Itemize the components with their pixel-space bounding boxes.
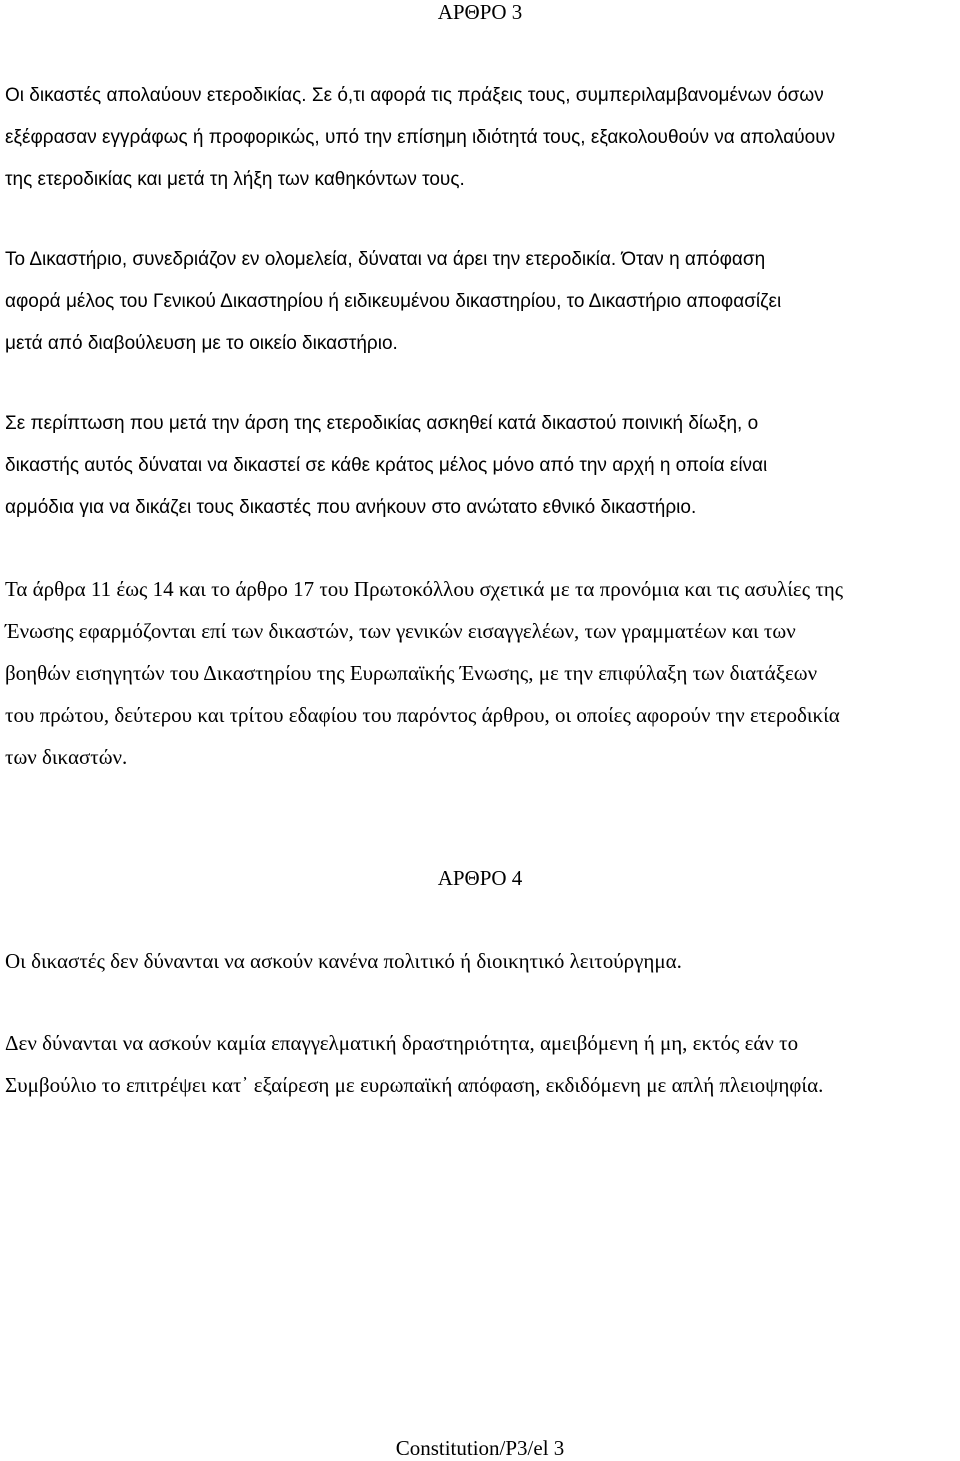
article-4-heading: ΑΡΘΡΟ 4 bbox=[437, 866, 523, 890]
article-3-para-2-line-1: Το Δικαστήριο, συνεδριάζον εν ολομελεία, δύναται να άρει την ετεροδικία. Όταν η απόφαση bbox=[5, 249, 766, 270]
article-3-para-3-line-3: αρμόδια για να δικάζει τους δικαστές που ανήκουν στο ανώτατο εθνικό δικαστήριο. bbox=[5, 497, 697, 518]
article-3-para-2-line-2: αφορά μέλος του Γενικού Δικαστηρίου ή ειδικευμένου δικαστηρίου, το Δικαστήριο αποφασίζει bbox=[5, 291, 782, 312]
article-3-para-4-line-2: Ένωσης εφαρμόζονται επί των δικαστών, των γενικών εισαγγελέων, των γραμματέων και των bbox=[5, 619, 796, 643]
article-3-para-4-line-3: βοηθών εισηγητών του Δικαστηρίου της Ευρωπαϊκής Ένωσης, με την επιφύλαξη των διατάξεων bbox=[5, 661, 818, 685]
article-3-para-3-line-2: δικαστής αυτός δύναται να δικαστεί σε κάθε κράτος μέλος μόνο από την αρχή η οποία είναι bbox=[5, 455, 768, 476]
article-4-para-1-line-1: Οι δικαστές δεν δύνανται να ασκούν κανένα πολιτικό ή διοικητικό λειτούργημα. bbox=[5, 949, 682, 973]
article-3-para-3-line-1: Σε περίπτωση που μετά την άρση της ετεροδικίας ασκηθεί κατά δικαστού ποινική δίωξη, ο bbox=[5, 413, 759, 434]
article-3-heading: ΑΡΘΡΟ 3 bbox=[437, 0, 523, 24]
article-3-para-1-line-1: Οι δικαστές απολαύουν ετεροδικίας. Σε ό,τι αφορά τις πράξεις τους, συμπεριλαμβανομένων όσων bbox=[5, 85, 824, 106]
article-3-para-2-line-3: μετά από διαβούλευση με το οικείο δικαστήριο. bbox=[5, 333, 398, 354]
article-3-para-4-line-5: των δικαστών. bbox=[5, 745, 128, 769]
article-3-para-4-line-4: του πρώτου, δεύτερου και τρίτου εδαφίου του παρόντος άρθρου, οι οποίες αφορούν την ετεροδικία bbox=[5, 703, 840, 727]
article-4-para-2-line-1: Δεν δύνανται να ασκούν καμία επαγγελματική δραστηριότητα, αμειβόμενη ή μη, εκτός εάν το bbox=[5, 1031, 799, 1055]
article-3-para-1-line-2: εξέφρασαν εγγράφως ή προφορικώς, υπό την επίσημη ιδιότητά τους, εξακολουθούν να απολαύουν bbox=[5, 127, 836, 148]
article-4-para-2-line-2: Συμβούλιο το επιτρέψει κατ᾽ εξαίρεση με ευρωπαϊκή απόφαση, εκδιδόμενη με απλή πλειοψηφία. bbox=[5, 1073, 824, 1097]
article-3-para-4-line-1: Τα άρθρα 11 έως 14 και το άρθρο 17 του Πρωτοκόλλου σχετικά με τα προνόμια και τις ασυλίες της bbox=[5, 577, 844, 601]
article-3-para-1-line-3: της ετεροδικίας και μετά τη λήξη των καθηκόντων τους. bbox=[5, 169, 465, 190]
page-footer: Constitution/P3/el 3 bbox=[395, 1436, 565, 1460]
